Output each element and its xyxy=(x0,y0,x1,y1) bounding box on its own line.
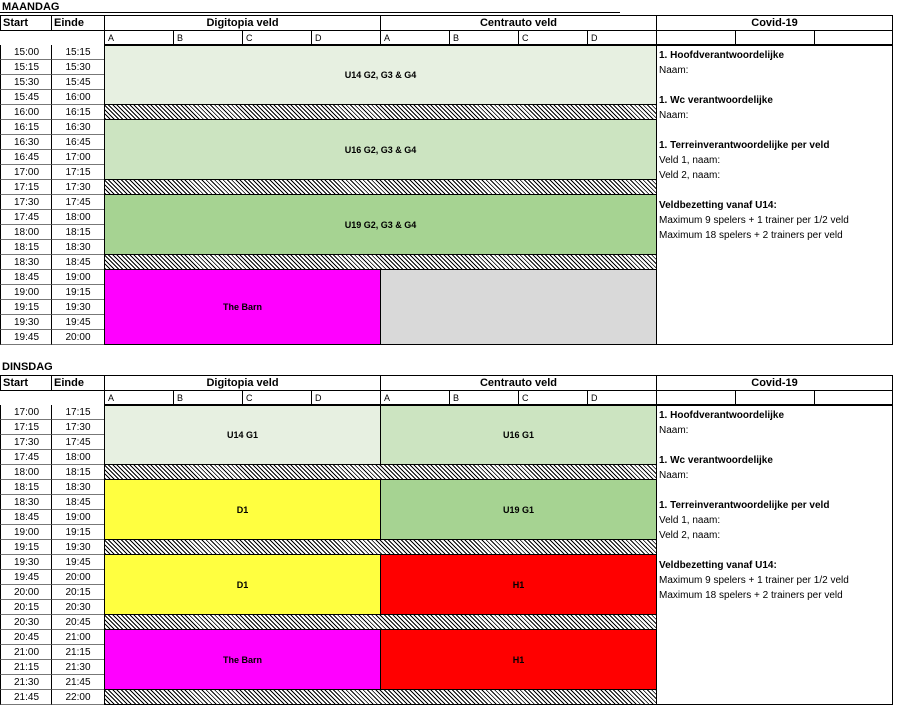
end-time: 17:15 xyxy=(51,165,104,180)
start-time: 19:15 xyxy=(0,540,52,555)
subheader-row xyxy=(0,30,893,45)
block-the-barn: The Barn xyxy=(104,629,381,690)
time-row xyxy=(0,270,104,285)
time-row xyxy=(0,210,104,225)
start-time: 15:15 xyxy=(0,60,52,75)
end-time: 21:30 xyxy=(51,660,104,675)
subcol-c: C xyxy=(518,30,588,45)
start-time: 18:30 xyxy=(0,255,52,270)
time-row xyxy=(0,450,104,465)
time-row xyxy=(0,525,104,540)
start-time: 19:30 xyxy=(0,315,52,330)
covid-subcol xyxy=(735,30,815,45)
end-time: 19:15 xyxy=(51,525,104,540)
header-digitopia: Digitopia veld xyxy=(104,375,381,391)
start-time: 17:30 xyxy=(0,195,52,210)
covid-veld2: Veld 2, naam: xyxy=(659,170,721,181)
covid-bezetting: Veldbezetting vanaf U14: xyxy=(659,560,777,571)
time-row xyxy=(0,675,104,690)
end-time: 18:00 xyxy=(51,450,104,465)
end-time: 18:30 xyxy=(51,240,104,255)
covid-hoofd: 1. Hoofdverantwoordelijke xyxy=(659,50,785,61)
covid-terrein: 1. Terreinverantwoordelijke per veld xyxy=(659,500,830,511)
end-time: 20:30 xyxy=(51,600,104,615)
header-centrauto: Centrauto veld xyxy=(380,375,657,391)
time-row xyxy=(0,615,104,630)
end-time: 15:30 xyxy=(51,60,104,75)
header-einde: Einde xyxy=(51,375,105,391)
start-time: 21:15 xyxy=(0,660,52,675)
start-time: 18:30 xyxy=(0,495,52,510)
end-time: 19:00 xyxy=(51,510,104,525)
start-time: 17:30 xyxy=(0,435,52,450)
covid-veld1: Veld 1, naam: xyxy=(659,155,721,166)
header-start: Start xyxy=(0,375,52,391)
header-start: Start xyxy=(0,15,52,31)
end-time: 19:30 xyxy=(51,300,104,315)
subcol-d: D xyxy=(587,30,657,45)
end-time: 22:00 xyxy=(51,690,104,705)
time-row xyxy=(0,540,104,555)
end-time: 15:15 xyxy=(51,45,104,60)
end-time: 21:15 xyxy=(51,645,104,660)
hatched-break xyxy=(104,614,657,630)
start-time: 19:15 xyxy=(0,300,52,315)
covid-bezetting: Veldbezetting vanaf U14: xyxy=(659,200,777,211)
covid-subcol xyxy=(656,390,736,405)
day-label-maandag: MAANDAG xyxy=(2,1,60,13)
time-row xyxy=(0,255,104,270)
end-time: 16:15 xyxy=(51,105,104,120)
covid-max2: Maximum 18 spelers + 2 trainers per veld xyxy=(659,590,843,601)
start-time: 19:30 xyxy=(0,555,52,570)
start-time: 19:45 xyxy=(0,330,52,345)
time-row xyxy=(0,435,104,450)
end-time: 19:45 xyxy=(51,315,104,330)
subcol-a: A xyxy=(104,390,174,405)
time-row xyxy=(0,165,104,180)
covid-max1: Maximum 9 spelers + 1 trainer per 1/2 veld xyxy=(659,215,849,226)
subcol-b: B xyxy=(173,390,243,405)
end-time: 20:45 xyxy=(51,615,104,630)
subcol-a: A xyxy=(380,30,450,45)
subcol-b: B xyxy=(449,390,519,405)
block-d1: D1 xyxy=(104,479,381,540)
time-row xyxy=(0,405,104,420)
end-time: 17:00 xyxy=(51,150,104,165)
block-h1: H1 xyxy=(380,629,657,690)
start-time: 17:45 xyxy=(0,210,52,225)
time-row xyxy=(0,45,104,60)
end-time: 20:15 xyxy=(51,585,104,600)
block-u16: U16 G2, G3 & G4 xyxy=(104,119,657,180)
covid-veld2: Veld 2, naam: xyxy=(659,530,721,541)
time-row xyxy=(0,75,104,90)
time-row xyxy=(0,105,104,120)
time-row xyxy=(0,300,104,315)
start-time: 18:45 xyxy=(0,510,52,525)
covid-max2: Maximum 18 spelers + 2 trainers per veld xyxy=(659,230,843,241)
start-time: 16:30 xyxy=(0,135,52,150)
block-the-barn: The Barn xyxy=(104,269,381,345)
end-time: 18:45 xyxy=(51,255,104,270)
end-time: 16:45 xyxy=(51,135,104,150)
time-row xyxy=(0,585,104,600)
subcol-a: A xyxy=(104,30,174,45)
block-u16: U16 G1 xyxy=(380,405,657,465)
maandag-section xyxy=(0,0,897,350)
time-row xyxy=(0,330,104,345)
header-covid: Covid-19 xyxy=(656,375,893,391)
covid-subcol xyxy=(814,30,893,45)
covid-subcol xyxy=(814,390,893,405)
start-time: 19:00 xyxy=(0,285,52,300)
covid-info xyxy=(656,45,893,345)
time-column xyxy=(0,45,105,345)
hatched-break xyxy=(104,539,657,555)
day-label-dinsdag: DINSDAG xyxy=(2,361,53,373)
start-time: 17:15 xyxy=(0,180,52,195)
end-time: 18:00 xyxy=(51,210,104,225)
subcol-a: A xyxy=(380,390,450,405)
end-time: 17:30 xyxy=(51,420,104,435)
covid-veld1: Veld 1, naam: xyxy=(659,515,721,526)
end-time: 18:45 xyxy=(51,495,104,510)
block-d1: D1 xyxy=(104,554,381,615)
end-time: 15:45 xyxy=(51,75,104,90)
time-column xyxy=(0,405,105,705)
start-time: 20:45 xyxy=(0,630,52,645)
block-u19: U19 G1 xyxy=(380,479,657,540)
end-time: 20:00 xyxy=(51,330,104,345)
time-row xyxy=(0,285,104,300)
end-time: 19:45 xyxy=(51,555,104,570)
covid-subcol xyxy=(735,390,815,405)
covid-terrein: 1. Terreinverantwoordelijke per veld xyxy=(659,140,830,151)
time-row xyxy=(0,225,104,240)
covid-max1: Maximum 9 spelers + 1 trainer per 1/2 veld xyxy=(659,575,849,586)
start-time: 17:00 xyxy=(0,405,52,420)
subcol-b: B xyxy=(449,30,519,45)
start-time: 18:15 xyxy=(0,240,52,255)
start-time: 18:45 xyxy=(0,270,52,285)
time-row xyxy=(0,645,104,660)
covid-wc: 1. Wc verantwoordelijke xyxy=(659,95,773,106)
start-time: 18:00 xyxy=(0,465,52,480)
start-time: 20:00 xyxy=(0,585,52,600)
time-row xyxy=(0,570,104,585)
hatched-break xyxy=(104,179,657,195)
covid-naam: Naam: xyxy=(659,425,689,436)
subcol-b: B xyxy=(173,30,243,45)
subcol-d: D xyxy=(311,390,381,405)
end-time: 17:30 xyxy=(51,180,104,195)
start-time: 19:00 xyxy=(0,525,52,540)
end-time: 18:30 xyxy=(51,480,104,495)
time-row xyxy=(0,630,104,645)
end-time: 19:15 xyxy=(51,285,104,300)
start-time: 18:15 xyxy=(0,480,52,495)
header-einde: Einde xyxy=(51,15,105,31)
time-row xyxy=(0,495,104,510)
covid-naam: Naam: xyxy=(659,110,689,121)
hatched-break xyxy=(104,464,657,480)
header-digitopia: Digitopia veld xyxy=(104,15,381,31)
hatched-break xyxy=(104,104,657,120)
hatched-break xyxy=(104,254,657,270)
covid-naam: Naam: xyxy=(659,470,689,481)
subheader-row xyxy=(0,390,893,405)
end-time: 17:45 xyxy=(51,195,104,210)
end-time: 21:00 xyxy=(51,630,104,645)
time-row xyxy=(0,180,104,195)
covid-wc: 1. Wc verantwoordelijke xyxy=(659,455,773,466)
start-time: 16:15 xyxy=(0,120,52,135)
start-time: 15:45 xyxy=(0,90,52,105)
subcol-d: D xyxy=(587,390,657,405)
start-time: 21:45 xyxy=(0,690,52,705)
start-time: 16:45 xyxy=(0,150,52,165)
start-time: 20:15 xyxy=(0,600,52,615)
time-row xyxy=(0,510,104,525)
top-divider xyxy=(0,12,620,13)
subcol-c: C xyxy=(242,30,312,45)
end-time: 19:30 xyxy=(51,540,104,555)
covid-hoofd: 1. Hoofdverantwoordelijke xyxy=(659,410,785,421)
time-row xyxy=(0,60,104,75)
time-row xyxy=(0,690,104,705)
end-time: 18:15 xyxy=(51,465,104,480)
start-time: 16:00 xyxy=(0,105,52,120)
time-row xyxy=(0,150,104,165)
start-time: 17:00 xyxy=(0,165,52,180)
end-time: 16:00 xyxy=(51,90,104,105)
header-centrauto: Centrauto veld xyxy=(380,15,657,31)
end-time: 17:45 xyxy=(51,435,104,450)
block-h1: H1 xyxy=(380,554,657,615)
start-time: 15:00 xyxy=(0,45,52,60)
start-time: 20:30 xyxy=(0,615,52,630)
start-time: 17:45 xyxy=(0,450,52,465)
block-empty-grey xyxy=(380,269,657,345)
time-row xyxy=(0,195,104,210)
block-u14: U14 G2, G3 & G4 xyxy=(104,45,657,105)
time-row xyxy=(0,90,104,105)
covid-info xyxy=(656,405,893,705)
time-row xyxy=(0,240,104,255)
dinsdag-section xyxy=(0,360,897,711)
end-time: 17:15 xyxy=(51,405,104,420)
header-covid: Covid-19 xyxy=(656,15,893,31)
start-time: 18:00 xyxy=(0,225,52,240)
block-u19: U19 G2, G3 & G4 xyxy=(104,194,657,255)
time-row xyxy=(0,120,104,135)
start-time: 21:30 xyxy=(0,675,52,690)
time-row xyxy=(0,135,104,150)
start-time: 21:00 xyxy=(0,645,52,660)
time-row xyxy=(0,600,104,615)
time-row xyxy=(0,555,104,570)
time-row xyxy=(0,315,104,330)
end-time: 16:30 xyxy=(51,120,104,135)
block-u14: U14 G1 xyxy=(104,405,381,465)
end-time: 20:00 xyxy=(51,570,104,585)
time-row xyxy=(0,465,104,480)
start-time: 19:45 xyxy=(0,570,52,585)
end-time: 19:00 xyxy=(51,270,104,285)
end-time: 18:15 xyxy=(51,225,104,240)
subcol-d: D xyxy=(311,30,381,45)
time-row xyxy=(0,480,104,495)
start-time: 15:30 xyxy=(0,75,52,90)
subcol-c: C xyxy=(518,390,588,405)
end-time: 21:45 xyxy=(51,675,104,690)
time-row xyxy=(0,420,104,435)
start-time: 17:15 xyxy=(0,420,52,435)
covid-subcol xyxy=(656,30,736,45)
hatched-break xyxy=(104,689,657,705)
covid-naam: Naam: xyxy=(659,65,689,76)
subcol-c: C xyxy=(242,390,312,405)
time-row xyxy=(0,660,104,675)
